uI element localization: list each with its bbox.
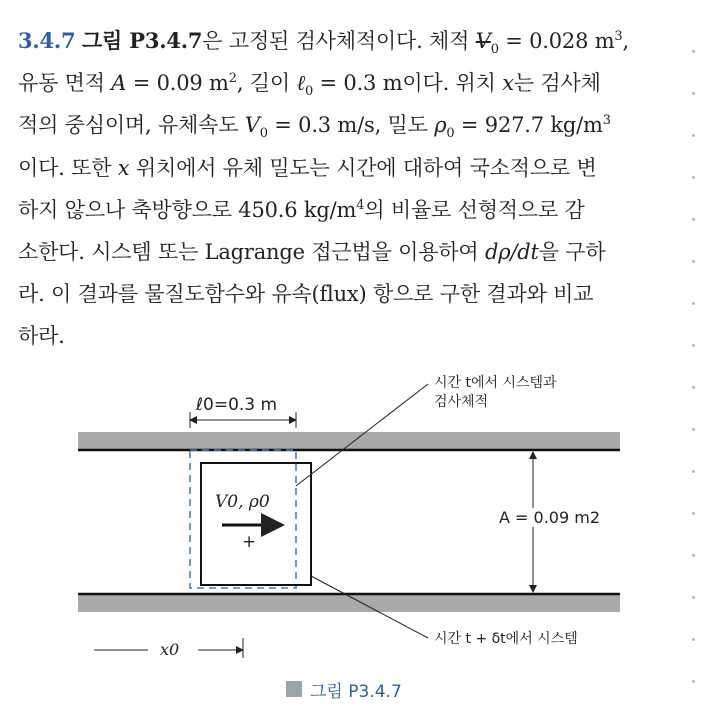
caption-text: 그림 P3.4.7 (310, 681, 402, 702)
figure-reference: 그림 P3.4.7 (81, 28, 203, 53)
problem-line-5: 하지 않으나 축방향으로 450.6 $kg/m^4$의 비율로 선형적으로 감 (18, 197, 585, 222)
length-label: ℓ0=0.3 m (196, 395, 278, 415)
system-label: 시간 t + δt에서 시스템 (434, 631, 578, 647)
problem-number: 3.4.7 (18, 28, 76, 53)
figure-caption (286, 677, 402, 701)
figure-p3-4-7 (0, 362, 709, 662)
problem-text (18, 20, 690, 358)
caption-square-icon (286, 681, 302, 697)
pipe-wall-top (78, 432, 620, 450)
area-label: A = 0.09 m2 (499, 508, 600, 527)
control-volume-dashed (190, 450, 296, 588)
problem-line-4: 이다. 또한 x 위치에서 유체 밀도는 시간에 대하여 국소적으로 변 (18, 155, 597, 180)
volume-symbol: V (475, 29, 491, 53)
problem-line-2: 유동 면적 A = 0.09 $m^2$, 길이 ℓ$_0$ = 0.3 m이다. 위치 x는 검사체 (18, 71, 601, 100)
problem-line-3: 적의 중심이며, 유체속도 $V_0 = 0.3$ m/s, 밀도 $\rho_0 = 927.7$ $kg/m^3$ (18, 113, 611, 142)
velocity-density-label: V0, ρ0 (215, 492, 270, 512)
problem-line-7: 라. 이 결과를 물질도함수와 유속(flux) 항으로 구한 결과와 비교 (18, 282, 594, 307)
cv-label-line2: 검사체적 (434, 394, 489, 410)
problem-line-8: 하라. (18, 324, 65, 349)
x0-label: x0 (160, 640, 180, 659)
control-volume-diagram (0, 362, 709, 662)
centroid-plus: + (242, 532, 257, 552)
problem-line-1: 3.4.7 그림 P3.4.7은 고정된 검사체적이다. 체적 $V_0 = 0.028$ $m^3$, (18, 28, 629, 58)
problem-line-6: 소한다. 시스템 또는 Lagrange 접근법을 이용하여 dρ/dt을 구하 (18, 239, 606, 264)
cv-label-line1: 시간 t에서 시스템과 (434, 375, 557, 391)
